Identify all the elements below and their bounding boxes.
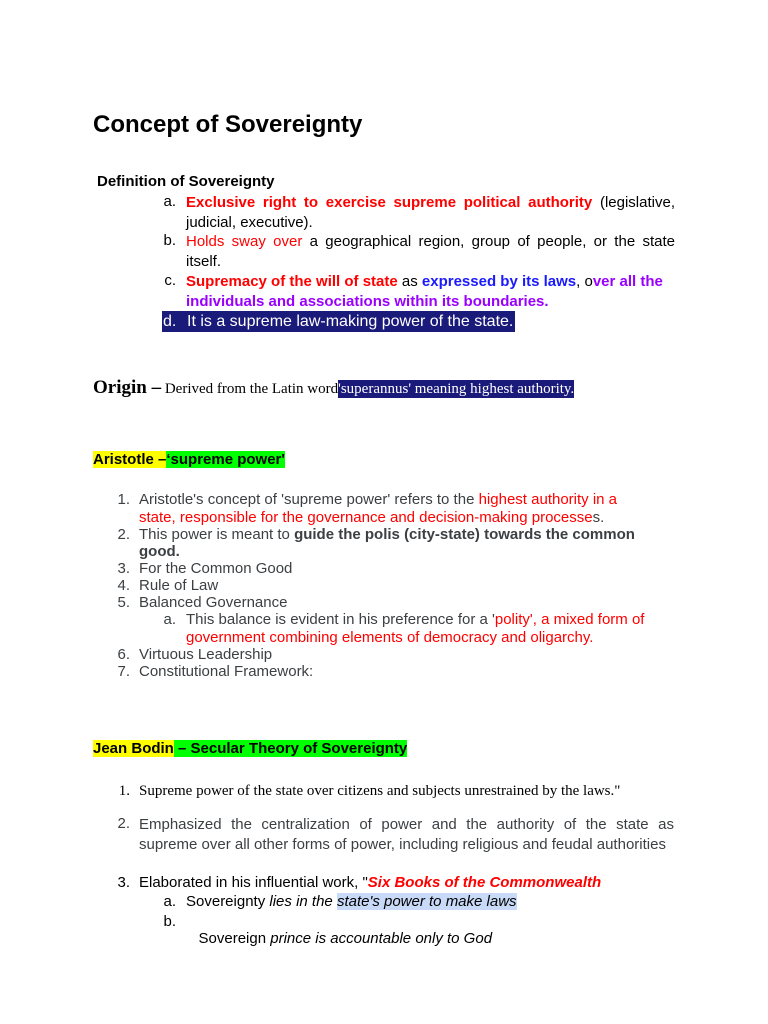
aristotle-item-1-emphasis: highest authority in a state, responsible for the governance and decision-making processe [139,491,618,526]
definition-item-c-comma: , o [576,273,593,290]
bodin-sub-a [186,893,517,910]
aristotle-item-2-emphasis: guide the polis (city-state) towards the common good. [139,526,635,560]
aristotle-item-6-num: 6. [117,646,130,663]
definition-item-a [186,193,675,233]
bodin-item-1: Supreme power of the state over citizens and subjects unrestrained by the laws." [139,783,621,799]
definition-item-b [186,232,675,272]
bodin-sub-a-text: Sovereignty [186,893,270,910]
aristotle-heading [93,450,285,469]
bodin-sub-a-highlight: state's power to make laws [336,893,517,910]
bodin-sub-b-marker: b. [163,913,176,930]
definition-item-d-marker: d. [163,313,177,330]
origin-line [93,377,574,400]
definition-item-c-laws: expressed by its laws [421,273,577,290]
aristotle-item-4-num: 4. [117,577,130,594]
bodin-term: – Secular Theory of Sovereignty [173,740,408,757]
bodin-name: Jean Bodin [93,740,174,757]
bodin-heading [93,739,407,758]
definition-item-d [162,311,515,332]
definition-item-c-emphasis: Supremacy of the will of state [186,273,398,290]
aristotle-item-7-num: 7. [117,663,130,680]
definition-item-b-emphasis: Holds sway over [186,233,303,250]
definition-item-c-marker: c. [164,272,176,289]
aristotle-term: ‘supreme power' [166,451,285,468]
aristotle-sub-a-emphasis: polity', a mixed form of government combining elements of democracy and oligarchy. [186,611,645,646]
bodin-item-2-num: 2. [117,815,130,832]
aristotle-item-3: For the Common Good [139,560,293,577]
definition-item-c [186,272,678,312]
bodin-item-3 [139,874,601,891]
aristotle-item-2-num: 2. [117,526,130,543]
bodin-item-3-num: 3. [117,874,130,891]
definition-item-c-scope: ver all the individuals and associations within its boundaries. [186,273,663,310]
aristotle-sub-a-marker: a. [163,611,176,628]
aristotle-item-4: Rule of Law [139,577,219,594]
bodin-sub-a-marker: a. [163,893,176,910]
aristotle-item-6: Virtuous Leadership [139,646,273,663]
bodin-item-3-book: Six Books of the Commonwealth [367,874,602,891]
aristotle-item-5-num: 5. [117,594,130,611]
aristotle-item-1-num: 1. [117,491,130,508]
aristotle-item-1-tail: s. [592,509,605,526]
definition-item-a-text: (legislative, judicial, executive). [186,194,675,231]
origin-label: Origin – [93,377,162,398]
bodin-sub-b [186,913,492,947]
aristotle-item-2 [139,526,649,560]
aristotle-item-2-text: This power is meant to [139,526,295,543]
aristotle-item-7: Constitutional Framework: [139,663,314,680]
definition-item-a-emphasis: Exclusive right to exercise supreme political authority [186,194,593,211]
bodin-item-3-text: Elaborated in his influential work, " [139,874,368,891]
bodin-sub-b-text: Sovereign [194,930,271,947]
aristotle-sub-a [186,611,671,647]
aristotle-item-1 [139,491,649,527]
aristotle-item-1-text: Aristotle's concept of 'supreme power' refers to the [139,491,479,508]
aristotle-sub-a-text: This balance is evident in his preference for a ' [186,611,495,628]
definition-item-b-marker: b. [163,232,176,249]
aristotle-name: Aristotle – [93,451,167,468]
bodin-item-1-num: 1. [118,783,130,799]
aristotle-item-5: Balanced Governance [139,594,288,611]
definition-heading: Definition of Sovereignty [97,173,275,190]
definition-item-d-text: It is a supreme law-making power of the state. [187,313,514,330]
page-title: Concept of Sovereignty [93,111,363,138]
definition-item-c-as: as [397,273,422,290]
bodin-sub-b-italic: prince is accountable only to God [270,930,493,947]
definition-item-b-text: a geographical region, group of people, or the state itself. [186,233,675,270]
origin-text: Derived from the Latin word [161,381,339,397]
bodin-sub-a-italic: lies in the [269,893,337,910]
definition-item-a-marker: a. [163,193,176,210]
origin-highlight: 'superannus' meaning highest authority. [338,381,575,397]
aristotle-item-3-num: 3. [117,560,130,577]
bodin-item-2: Emphasized the centralization of power and the authority of the state as supreme over all other forms of power, including religious and feudal authorities [139,816,674,853]
